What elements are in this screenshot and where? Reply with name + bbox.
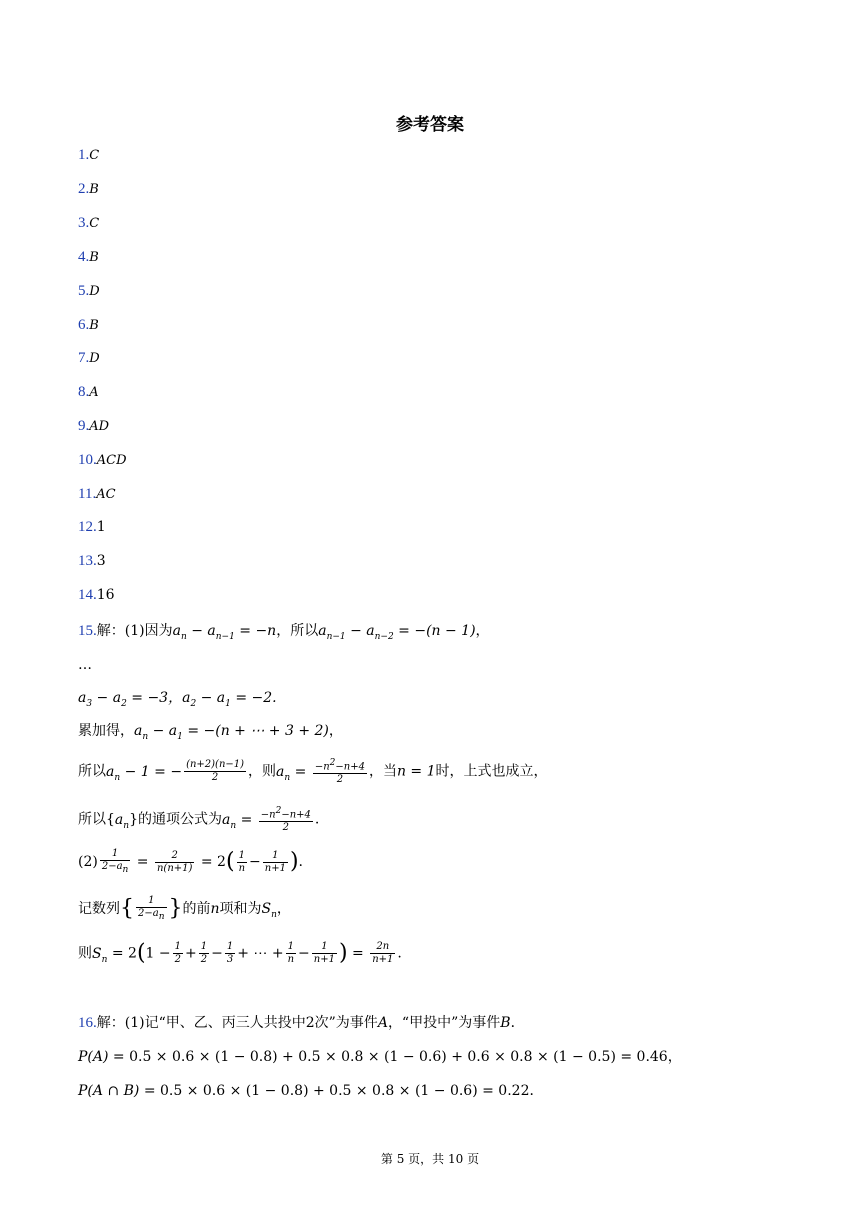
answer-item: 14.16: [78, 587, 115, 603]
q15-line-6: 所以$\{a_n\}$的通项公式为$a_n$ = $\frac{-n^2-n+4}{2}$ .: [78, 806, 320, 834]
q15-line-7: (2) $\frac{1}{2-a_n}$ = $\frac{2}{n(n+1)}$ = 2( $\frac{1}{n}$ − $\frac{1}{n+1}$ ).: [78, 848, 303, 875]
q15-line-9: 则$S_n = 2(1$ − $\frac{1}{2}$ + $\frac{1}{2}$ − $\frac{1}{3}$ + ⋯ + $\frac{1}{n}$ − $\frac{1}{n+1}$ ) = $\frac{2n}{n+1}$ .: [78, 940, 402, 966]
answer-item: 2.B: [78, 181, 99, 197]
q15-line-5: 所以$a_n - 1$ = − $\frac{(n+2)(n-1)}{2}$ ，则$a_n$ = $\frac{-n^2-n+4}{2}$ ，当n = 1时，上式也成立，: [78, 758, 548, 786]
answer-item: 4.B: [78, 249, 99, 265]
q15-line-3: $a_3 - a_2 = -3$，$a_2 - a_1 = -2$.: [78, 690, 277, 709]
page-title: 参考答案: [396, 115, 464, 135]
answer-item: 10.ACD: [78, 452, 127, 468]
answer-item: 11.AC: [78, 486, 116, 502]
answer-item: 1.C: [78, 147, 100, 163]
q15-line-1: 15.解：(1)因为$a_n - a_{n-1} = -n$，所以$a_{n-1} - a_{n-2} = -(n - 1)$，: [78, 623, 490, 642]
answer-item: 8.A: [78, 384, 99, 400]
q15-ellipsis: …: [78, 657, 92, 673]
answer-item: 6.B: [78, 317, 99, 333]
answer-item: 12.1: [78, 519, 106, 535]
answer-item: 3.C: [78, 215, 100, 231]
q16-line-3: P(A ∩ B) = 0.5 × 0.6 × (1 − 0.8) + 0.5 × 0.8 × (1 − 0.6) = 0.22．: [78, 1083, 544, 1099]
q15-line-4: 累加得，$a_n - a_1 = -(n$ + ⋯ + 3 + 2)，: [78, 723, 343, 742]
q16-line-1: 16.解：(1)记“甲、乙、丙三人共投中2次”为事件A，“甲投中”为事件B．: [78, 1015, 525, 1031]
answer-item: 13.3: [78, 553, 106, 569]
page-footer: 第 5 页，共 10 页: [380, 1152, 480, 1166]
q15-line-8: 记数列{ $\frac{1}{2-a_n}$ }的前n项和为$S_n$，: [78, 895, 291, 922]
q16-line-2: P(A) = 0.5 × 0.6 × (1 − 0.8) + 0.5 × 0.8 × (1 − 0.6) + 0.6 × 0.8 × (1 − 0.5) = 0.46，: [78, 1049, 682, 1065]
answer-item: 7.D: [78, 350, 100, 366]
answer-item: 9.AD: [78, 418, 110, 434]
answer-item: 5.D: [78, 283, 100, 299]
